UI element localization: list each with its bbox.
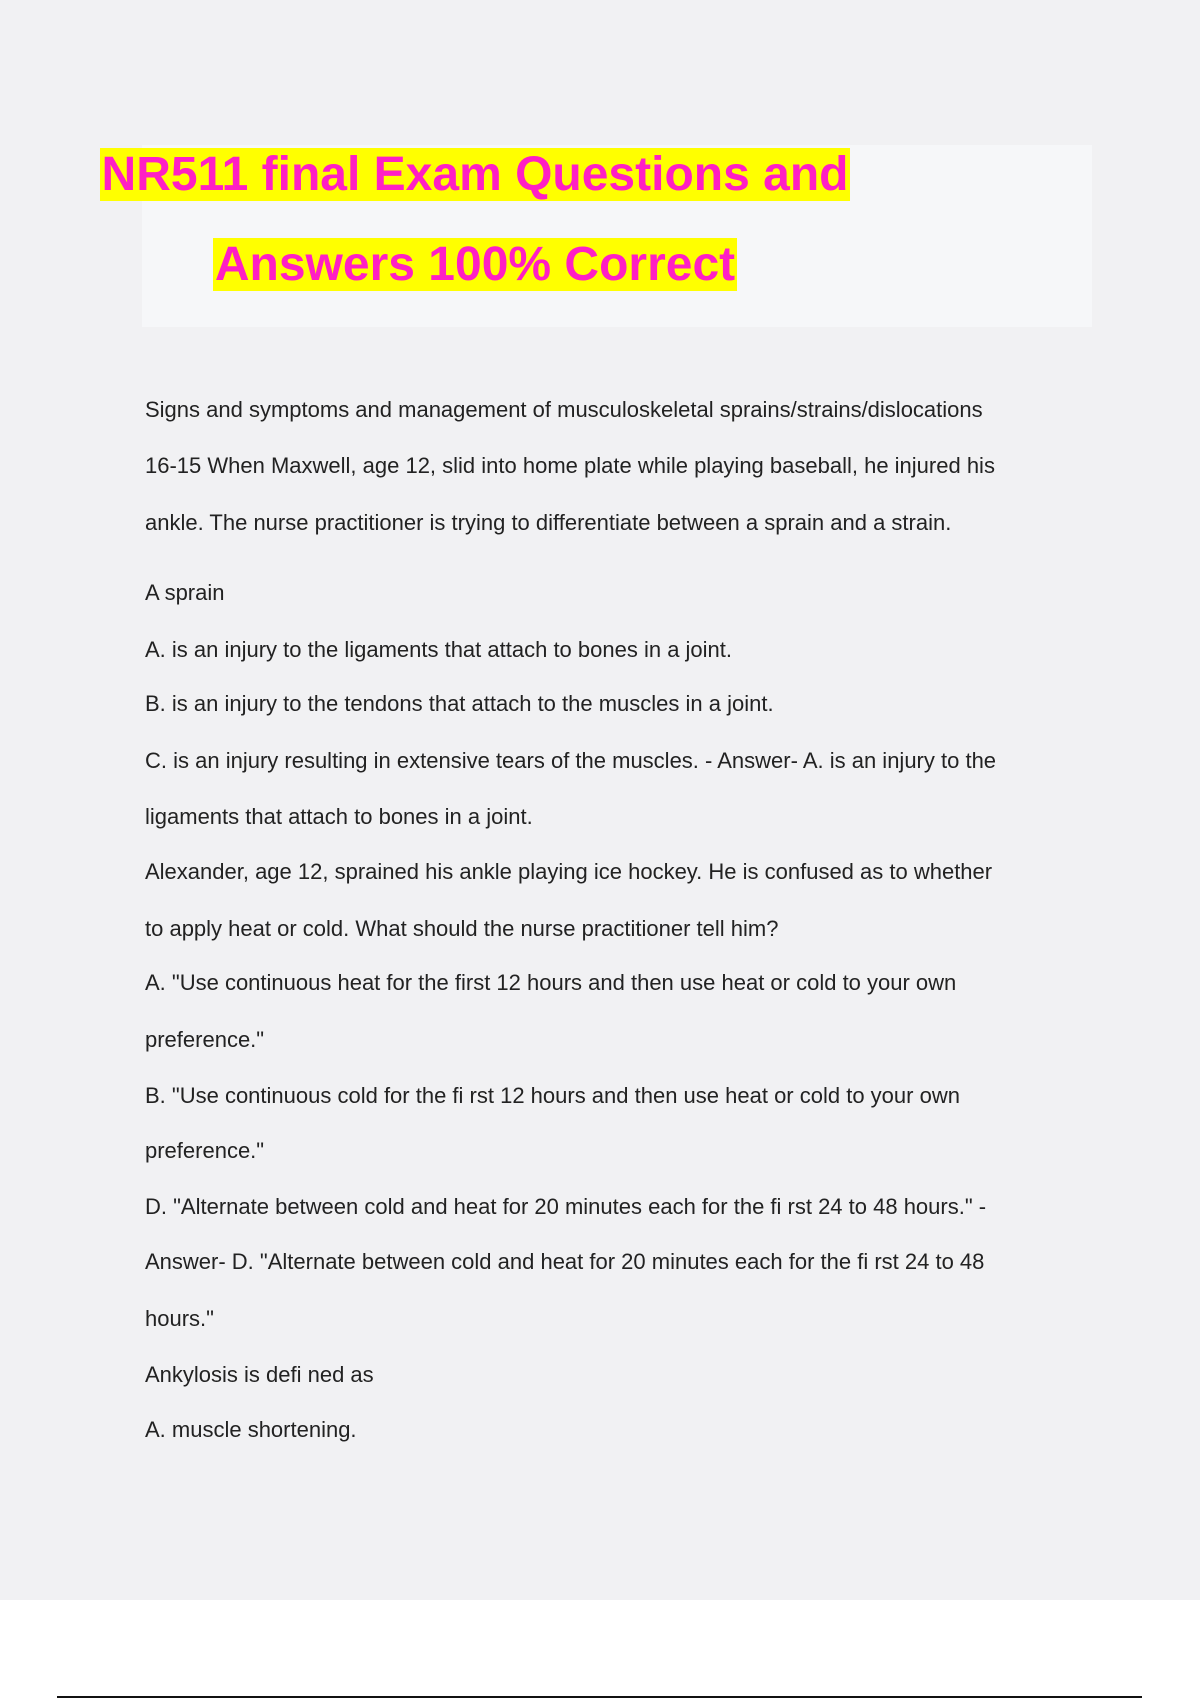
body-line-5: A. is an injury to the ligaments that attach to bones in a joint. (145, 637, 733, 662)
body-line-13: B. "Use continuous cold for the fi rst 12 hours and then use heat or cold to your own (145, 1083, 960, 1108)
body-line-8: ligaments that attach to bones in a joint. (145, 804, 533, 829)
footer-divider (57, 1696, 1142, 1698)
body-line-9: Alexander, age 12, sprained his ankle playing ice hockey. He is confused as to whether (145, 859, 993, 884)
body-line-10: to apply heat or cold. What should the nurse practitioner tell him? (145, 916, 779, 941)
document-title-line-2: Answers 100% Correct (214, 238, 736, 291)
body-line-16: Answer- D. "Alternate between cold and heat for 20 minutes each for the fi rst 24 to 48 (145, 1249, 985, 1274)
body-line-17: hours." (145, 1306, 214, 1331)
body-line-4: A sprain (145, 580, 225, 605)
document-title-line-1: NR511 final Exam Questions and (101, 148, 849, 201)
body-line-2: 16-15 When Maxwell, age 12, slid into home plate while playing baseball, he injured his (145, 453, 995, 478)
body-line-14: preference." (145, 1138, 265, 1163)
body-line-15: D. "Alternate between cold and heat for 20 minutes each for the fi rst 24 to 48 hours." - (145, 1194, 987, 1219)
body-line-11: A. "Use continuous heat for the first 12 hours and then use heat or cold to your own (145, 970, 957, 995)
body-line-3: ankle. The nurse practitioner is trying to differentiate between a sprain and a strain. (145, 510, 952, 535)
body-line-12: preference." (145, 1027, 265, 1052)
body-line-1: Signs and symptoms and management of musculoskeletal sprains/strains/dislocations (145, 397, 983, 422)
body-line-7: C. is an injury resulting in extensive tears of the muscles. - Answer- A. is an injury to the (145, 748, 997, 773)
body-line-6: B. is an injury to the tendons that attach to the muscles in a joint. (145, 691, 774, 716)
body-line-19: A. muscle shortening. (145, 1417, 357, 1442)
body-line-18: Ankylosis is defi ned as (145, 1362, 374, 1387)
